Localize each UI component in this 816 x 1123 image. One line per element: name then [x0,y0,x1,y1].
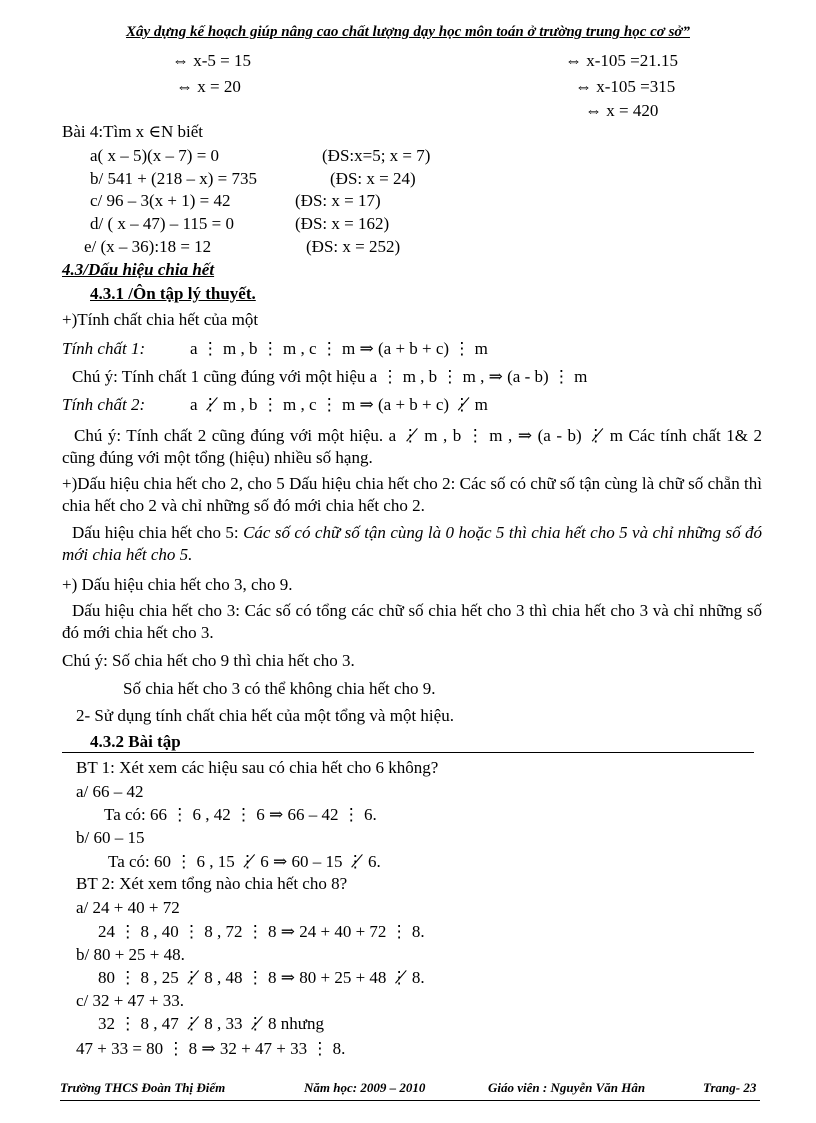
exercise-line: a/ 24 + 40 + 72 [76,898,180,917]
paragraph-body: Các số có chữ số tận cùng là 0 hoặc 5 thì chia hết cho 5 và chỉ những số đó mới chia hết cho 5. [62,523,762,564]
exercise-title: Bài 4:Tìm x ∈N biết [62,122,204,141]
page-header: Xây dựng kế hoạch giúp nâng cao chất lượng dạy học môn toán ở trường trung học cơ sở” [126,24,690,40]
equation-line: ⇔ x = 420 [585,101,659,120]
divider [62,752,754,753]
paragraph: +)Dấu hiệu chia hết cho 2, cho 5 Dấu hiệu chia hết cho 2: Các số có chữ số tận cùng là chữ số chẵn thì chia hết cho 2 và chỉ những số đó mới chia hết cho 2. [62,474,762,515]
exercise-line: BT 2: Xét xem tổng nào chia hết cho 8? [76,874,348,893]
equation-line: ⇔ x-105 =21.15 [565,51,678,70]
exercise-equation: e/ (x – 36):18 = 12 [84,237,212,256]
paragraph: Dấu hiệu chia hết cho 3: Các số có tổng các chữ số chia hết cho 3 thì chia hết cho 3 và chỉ những số đó mới chia hết cho 3. [62,601,762,642]
exercise-line: Ta có: 66 ⋮ 6 , 42 ⋮ 6 ⇒ 66 – 42 ⋮ 6. [104,805,377,824]
footer-school: Trường THCS Đoàn Thị Điểm [60,1080,226,1095]
exercise-line: 47 + 33 = 80 ⋮ 8 ⇒ 32 + 47 + 33 ⋮ 8. [76,1039,346,1058]
exercise-answer: (ĐS: x = 252) [306,237,401,256]
note-line: Chú ý: Số chia hết cho 9 thì chia hết cho 3. [62,651,355,670]
note-paragraph: Chú ý: Tính chất 2 cũng đúng với một hiệu. a ⋮̸ m , b ⋮ m , ⇒ (a - b) ⋮̸ m Các tính chất 1& 2 cũng đúng với một tổng (hiệu) nhiều số hạng. [62,426,762,467]
exercise-line: 80 ⋮ 8 , 25 ⋮̸ 8 , 48 ⋮ 8 ⇒ 80 + 25 + 48 ⋮̸ 8. [98,968,425,987]
exercise-answer: (ĐS: x = 17) [295,191,381,210]
property-expression: a ⋮ m , b ⋮ m , c ⋮ m ⇒ (a + b + c) ⋮ m [190,339,488,358]
exercise-line: Ta có: 60 ⋮ 6 , 15 ⋮̸ 6 ⇒ 60 – 15 ⋮̸ 6. [108,852,381,871]
property-label: Tính chất 1: [62,339,146,358]
text-line: 2- Sử dụng tính chất chia hết của một tổng và một hiệu. [76,706,454,725]
paragraph-lead: Dấu hiệu chia hết cho 5: [72,523,244,542]
equation-line: ⇔ x-5 = 15 [172,51,251,70]
property-label: Tính chất 2: [62,395,146,414]
exercise-answer: (ĐS: x = 162) [295,214,390,233]
exercise-line: 24 ⋮ 8 , 40 ⋮ 8 , 72 ⋮ 8 ⇒ 24 + 40 + 72 ⋮ 8. [98,922,425,941]
note-line: Chú ý: Tính chất 1 cũng đúng với một hiệu a ⋮ m , b ⋮ m , ⇒ (a - b) ⋮ m [72,367,588,386]
exercise-line: b/ 60 – 15 [76,828,145,847]
subsection-title: 4.3.2 Bài tập [90,732,181,751]
footer-year: Năm học: 2009 – 2010 [304,1080,426,1095]
exercise-equation: b/ 541 + (218 – x) = 735 [90,169,257,188]
note-line: Số chia hết cho 3 có thể không chia hết cho 9. [123,679,436,698]
exercise-equation: c/ 96 – 3(x + 1) = 42 [90,191,231,210]
equation-line: ⇔ x-105 =315 [575,77,676,96]
exercise-line: a/ 66 – 42 [76,782,144,801]
section-title: 4.3/Dấu hiệu chia hết [62,260,215,279]
equation-line: ⇔ x = 20 [176,77,241,96]
exercise-answer: (ĐS:x=5; x = 7) [322,146,431,165]
exercise-equation: d/ ( x – 47) – 115 = 0 [90,214,235,233]
exercise-equation: a( x – 5)(x – 7) = 0 [90,146,220,165]
exercise-line: b/ 80 + 25 + 48. [76,945,185,964]
footer-teacher: Giáo viên : Nguyễn Văn Hân [488,1080,646,1095]
paragraph [62,522,762,566]
text-line: +) Dấu hiệu chia hết cho 3, cho 9. [62,575,293,594]
property-expression: a ⋮̸ m , b ⋮ m , c ⋮ m ⇒ (a + b + c) ⋮̸ m [190,395,488,414]
footer-page-number: Trang- 23 [703,1080,757,1095]
exercise-line: c/ 32 + 47 + 33. [76,991,184,1010]
text-line: +)Tính chất chia hết của một [62,310,259,329]
subsection-title: 4.3.1 /Ôn tập lý thuyết. [90,284,256,303]
exercise-answer: (ĐS: x = 24) [330,169,416,188]
exercise-line: BT 1: Xét xem các hiệu sau có chia hết cho 6 không? [76,758,439,777]
exercise-line: 32 ⋮ 8 , 47 ⋮̸ 8 , 33 ⋮̸ 8 nhưng [98,1014,324,1033]
page-footer [60,1080,760,1101]
